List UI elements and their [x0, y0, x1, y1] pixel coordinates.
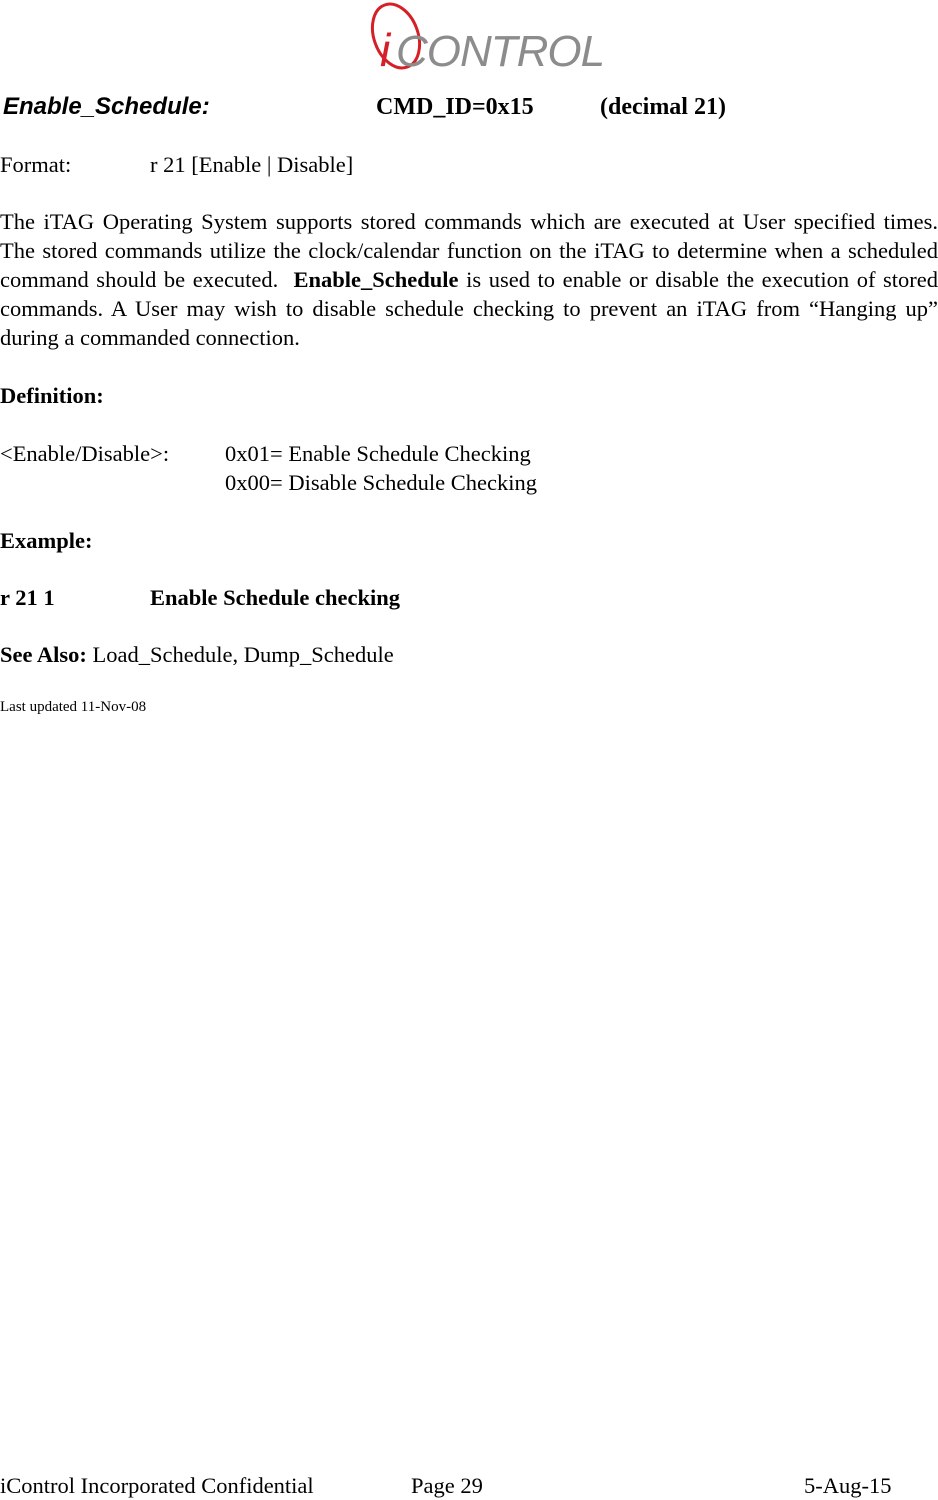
- example-command: r 21 1: [0, 585, 55, 610]
- logo-text: CONTROL: [396, 27, 605, 76]
- cmd-id: CMD_ID=0x15: [376, 94, 534, 120]
- see-also-label: See Also:: [0, 642, 87, 667]
- definition-value-enable: 0x01= Enable Schedule Checking: [225, 441, 531, 466]
- definition-value-disable: 0x00= Disable Schedule Checking: [225, 470, 538, 495]
- format-value: r 21 [Enable | Disable]: [150, 152, 354, 177]
- command-name-heading: [3, 92, 210, 125]
- footer-company: iControl Incorporated Confidential: [0, 1473, 314, 1498]
- description-paragraph: [0, 207, 938, 352]
- example-explanation: Enable Schedule checking: [150, 585, 401, 610]
- logo-i-letter: i: [380, 24, 390, 76]
- last-updated: Last updated 11-Nov-08: [0, 699, 147, 715]
- definition-param: <Enable/Disable>:: [0, 441, 170, 466]
- footer-date: 5-Aug-15: [804, 1473, 892, 1498]
- description-bold-command: Enable_Schedule: [293, 267, 459, 292]
- example-title: Example:: [0, 528, 93, 553]
- description-part1: The iTAG Operating System supports stored commands which are executed at User specified times. The stored commands utilize the clock/calendar function on the iTAG to determine when a scheduled command should be executed.: [0, 209, 938, 292]
- see-also: [0, 640, 394, 669]
- icontrol-logo: [366, 0, 605, 78]
- command-name: Enable_Schedule: [3, 93, 202, 120]
- cmd-decimal: (decimal 21): [600, 94, 726, 120]
- heading-colon: :: [201, 93, 210, 120]
- footer-page-number: Page 29: [411, 1473, 483, 1498]
- see-also-links: Load_Schedule, Dump_Schedule: [92, 642, 394, 667]
- format-label: Format:: [0, 152, 72, 177]
- description-part2: is used to enable or disable the execution of stored commands. A User may wish to disable schedule checking to prevent an iTAG from “Hanging up” during a commanded connection.: [0, 267, 938, 350]
- definition-title: Definition:: [0, 383, 104, 408]
